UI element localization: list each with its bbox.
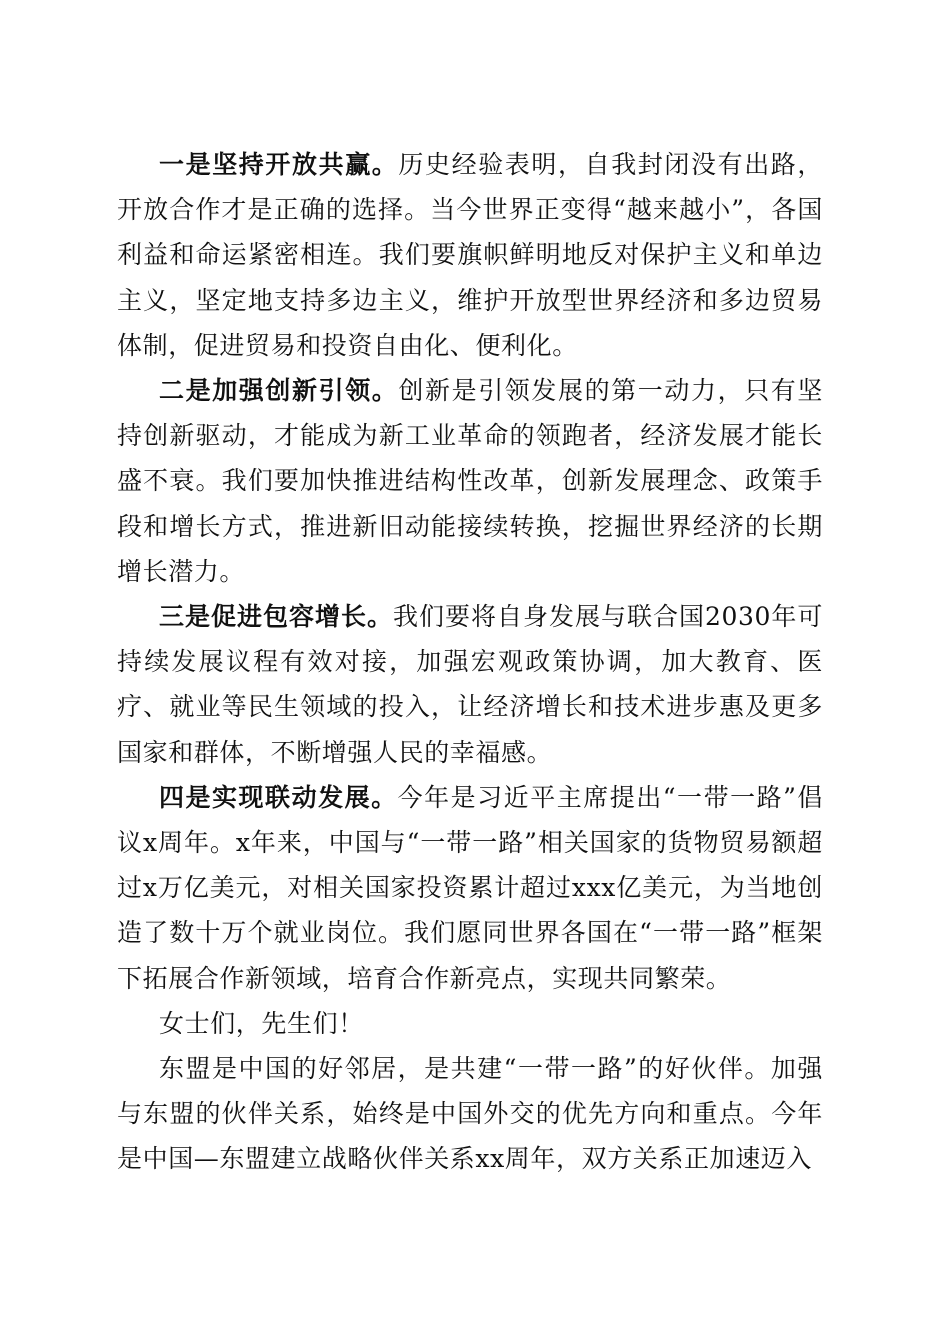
paragraph-text: 创新是引领发展的第一动力，只有坚持创新驱动，才能成为新工业革命的领跑者，经济发展才能长盛不衰。我们要加快推进结构性改革，创新发展理念、政策手段和增长方式，推进新旧动能接续转换，挖掘世界经济的长期增长潜力。: [117, 376, 823, 586]
paragraph-lead: 二是加强创新引领。: [159, 376, 399, 406]
paragraph-text: 女士们，先生们！: [159, 1008, 364, 1038]
paragraph-inclusive-growth: [117, 594, 823, 775]
document-body: [117, 142, 823, 1182]
paragraph-lead: 一是坚持开放共赢。: [159, 150, 399, 179]
paragraph-text: 历史经验表明，自我封闭没有出路，开放合作才是正确的选择。当今世界正变得“越来越小”，各国利益和命运紧密相连。我们要旗帜鲜明地反对保护主义和单边主义，坚定地支持多边主义，维护开放型世界经济和多边贸易体制，促进贸易和投资自由化、便利化。: [117, 150, 823, 360]
paragraph-lead: 三是促进包容增长。: [159, 602, 393, 632]
paragraph-lead: 四是实现联动发展。: [159, 782, 398, 812]
paragraph-text: 东盟是中国的好邻居，是共建“一带一路”的好伙伴。加强与东盟的伙伴关系，始终是中国外交的优先方向和重点。今年是中国—东盟建立战略伙伴关系xx周年，双方关系正加速迈入: [117, 1054, 823, 1174]
paragraph-text: 今年是习近平主席提出“一带一路”倡议x周年。x年来，中国与“一带一路”相关国家的货物贸易额超过x万亿美元，对相关国家投资累计超过xxx亿美元，为当地创造了数十万个就业岗位。我们愿同世界各国在“一带一路”框架下拓展合作新领域，培育合作新亮点，实现共同繁荣。: [117, 782, 823, 993]
paragraph-asean: [117, 1046, 823, 1182]
paragraph-text: 我们要将自身发展与联合国2030年可持续发展议程有效对接，加强宏观政策协调，加大教育、医疗、就业等民生领域的投入，让经济增长和技术进步惠及更多国家和群体，不断增强人民的幸福感。: [117, 602, 823, 767]
paragraph-salutation: [117, 1001, 823, 1046]
paragraph-innovation: [117, 368, 823, 594]
paragraph-connected-development: [117, 775, 823, 1001]
paragraph-open-win-win: [117, 142, 823, 368]
